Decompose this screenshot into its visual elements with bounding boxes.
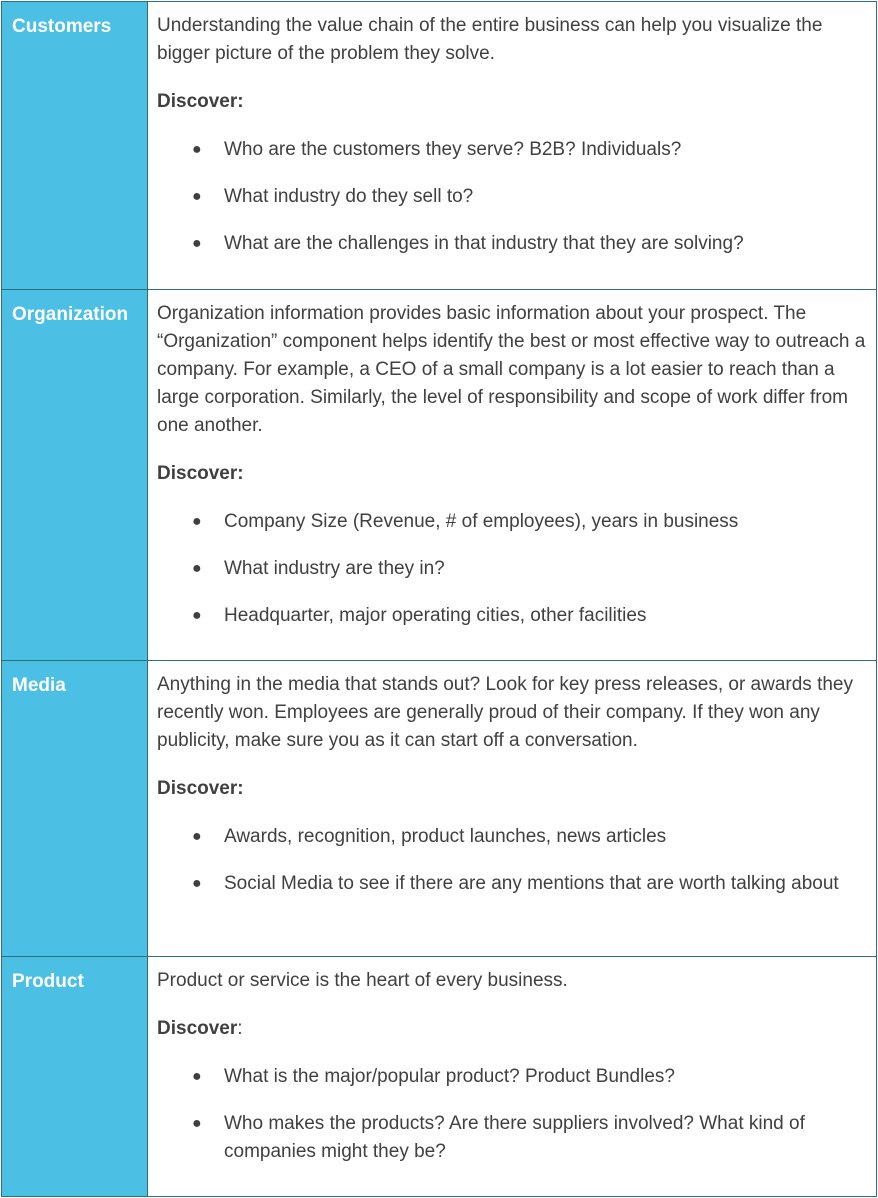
list-item xyxy=(157,183,868,211)
list-item-text: What industry do they sell to? xyxy=(224,186,474,207)
bullet-icon: ● xyxy=(192,513,202,530)
list-item-text: What is the major/popular product? Product Bundles? xyxy=(224,1066,675,1087)
discover-label: Discover: xyxy=(157,463,244,484)
list-item-text: What industry are they in? xyxy=(224,558,445,579)
row-label-media: Media xyxy=(2,661,148,957)
row-description: Anything in the media that stands out? Look for key press releases, or awards they recently won. Employees are generally proud of their company. If they won any publicity, make sure you as it can start off a conversation. xyxy=(157,674,853,751)
list-item xyxy=(157,870,868,898)
row-content-media xyxy=(148,661,877,957)
row-description: Understanding the value chain of the entire business can help you visualize the bigger picture of the problem they solve. xyxy=(157,15,823,64)
bullet-icon: ● xyxy=(192,141,202,158)
discover-heading xyxy=(157,88,868,116)
bullet-icon: ● xyxy=(192,607,202,624)
list-item xyxy=(157,602,868,630)
research-table xyxy=(1,1,877,1197)
list-item xyxy=(157,1110,868,1166)
discover-label: Discover: xyxy=(157,91,244,112)
list-item-text: Headquarter, major operating cities, other facilities xyxy=(224,605,647,626)
discover-heading xyxy=(157,460,868,488)
list-item-text: Awards, recognition, product launches, news articles xyxy=(224,826,667,847)
bullet-icon: ● xyxy=(192,828,202,845)
list-item xyxy=(157,508,868,536)
row-label-customers: Customers xyxy=(2,2,148,290)
row-label-organization: Organization xyxy=(2,290,148,661)
list-item-text: Company Size (Revenue, # of employees), years in business xyxy=(224,511,739,532)
bullet-list xyxy=(157,823,868,898)
bullet-list xyxy=(157,508,868,630)
row-description: Product or service is the heart of every business. xyxy=(157,970,568,991)
list-item-text: Who are the customers they serve? B2B? Individuals? xyxy=(224,139,682,160)
row-content-organization xyxy=(148,290,877,661)
list-item-text: Social Media to see if there are any mentions that are worth talking about xyxy=(224,873,839,894)
discover-label: Discover: xyxy=(157,778,244,799)
discover-suffix: : xyxy=(237,1018,243,1039)
table-row-customers xyxy=(2,2,877,290)
bullet-list xyxy=(157,1063,868,1166)
bullet-icon: ● xyxy=(192,188,202,205)
row-content-customers xyxy=(148,2,877,290)
bullet-icon: ● xyxy=(192,1068,202,1085)
table-row-media xyxy=(2,661,877,957)
list-item xyxy=(157,136,868,164)
bullet-icon: ● xyxy=(192,875,202,892)
list-item xyxy=(157,823,868,851)
table-row-product xyxy=(2,957,877,1197)
bullet-icon: ● xyxy=(192,560,202,577)
row-content-product xyxy=(148,957,877,1197)
list-item xyxy=(157,1063,868,1091)
discover-heading xyxy=(157,1015,868,1043)
list-item-text: What are the challenges in that industry that they are solving? xyxy=(224,233,744,254)
list-item xyxy=(157,555,868,583)
row-description: Organization information provides basic information about your prospect. The “Organization” component helps identify the best or most effective way to outreach a company. For example, a CEO of a small company is a lot easier to reach than a large corporation. Similarly, the level of responsibility and scope of work differ from one another. xyxy=(157,303,866,436)
row-label-product: Product xyxy=(2,957,148,1197)
discover-heading xyxy=(157,775,868,803)
bullet-list xyxy=(157,136,868,258)
bullet-icon: ● xyxy=(192,235,202,252)
list-item xyxy=(157,230,868,258)
table-row-organization xyxy=(2,290,877,661)
bullet-icon: ● xyxy=(192,1115,202,1132)
discover-label: Discover xyxy=(157,1018,238,1039)
list-item-text: Who makes the products? Are there suppliers involved? What kind of companies might they be? xyxy=(224,1113,805,1162)
